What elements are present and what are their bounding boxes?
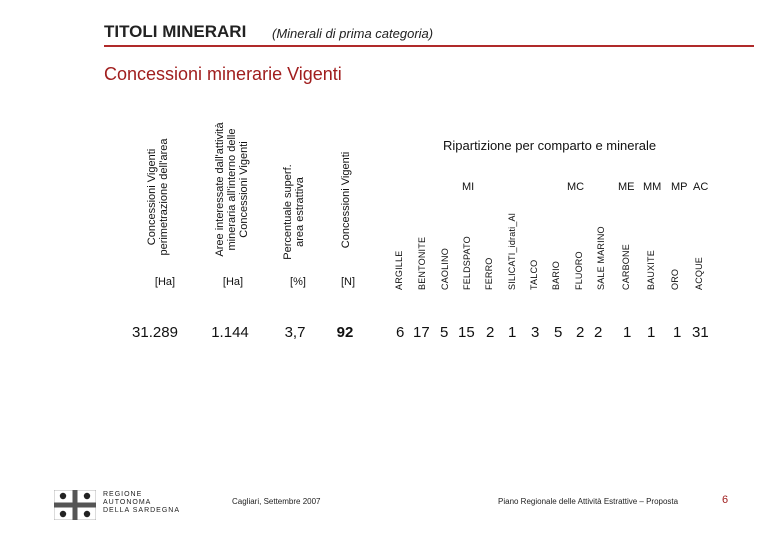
mineral-label: FLUORO — [574, 251, 584, 290]
mineral-count: 2 — [486, 324, 495, 341]
mineral-label: SILICATI_idrati_Al — [507, 213, 517, 290]
column-unit-mining-area: [Ha] — [222, 276, 244, 288]
column-heading-percentage: Percentuale superf. area estrattiva — [282, 164, 306, 260]
mineral-label: BAUXITE — [646, 250, 656, 290]
mineral-label: SALE MARINO — [596, 226, 606, 290]
region-name: REGIONE AUTONOMA DELLA SARDEGNA — [103, 491, 181, 514]
page-title: TITOLI MINERARI — [104, 22, 247, 41]
mineral-count: 1 — [647, 324, 656, 341]
sardinia-flag-icon — [54, 490, 96, 520]
group-label-mc: MC — [567, 181, 585, 193]
value-percentage: 3,7 — [284, 324, 306, 341]
mineral-count: 5 — [554, 324, 563, 341]
mineral-count: 31 — [692, 324, 709, 341]
column-unit-percentage: [%] — [290, 276, 306, 288]
mineral-label: FELDSPATO — [462, 236, 472, 290]
mineral-count: 1 — [673, 324, 682, 341]
value-concession-count: 92 — [336, 324, 354, 341]
breakdown-title: Ripartizione per comparto e minerale — [443, 138, 657, 153]
column-heading-concession-count: Concessioni Vigenti — [340, 151, 352, 249]
mineral-count: 15 — [458, 324, 475, 341]
footer-location-date: Cagliari, Settembre 2007 — [232, 497, 321, 506]
mineral-count: 2 — [576, 324, 585, 341]
column-unit-concession-count: [N] — [340, 276, 356, 288]
mineral-count: 2 — [594, 324, 603, 341]
mineral-label: CAOLINO — [440, 248, 450, 290]
mineral-label: TALCO — [529, 259, 539, 290]
mineral-label: CARBONE — [621, 244, 631, 290]
mineral-label: FERRO — [484, 257, 494, 290]
group-label-ac: AC — [693, 181, 709, 193]
footer-plan-name: Piano Regionale delle Attività Estrattive – Proposta — [498, 497, 679, 506]
mineral-count: 3 — [531, 324, 540, 341]
mineral-count: 1 — [508, 324, 517, 341]
mineral-label: ACQUE — [694, 256, 704, 290]
page-subtitle: (Minerali di prima categoria) — [272, 26, 434, 41]
column-unit-concession-area: [Ha] — [154, 276, 176, 288]
column-heading-mining-area: Aree interessate dall'attività mineraria all'interno delle Concessioni Vigenti — [214, 122, 250, 257]
mineral-count: 6 — [396, 324, 405, 341]
title-divider — [104, 45, 754, 47]
group-label-mm: MM — [643, 181, 662, 193]
group-label-me: ME — [618, 181, 635, 193]
mineral-label: BENTONITE — [417, 236, 427, 290]
mineral-count: 5 — [440, 324, 449, 341]
mineral-count: 17 — [413, 324, 430, 341]
mineral-label: ARGILLE — [394, 250, 404, 290]
mineral-count: 1 — [623, 324, 632, 341]
column-heading-concession-area: Concessioni Vigenti perimetrazione dell'area — [146, 138, 170, 256]
group-label-mi: MI — [462, 181, 475, 193]
mineral-label: BARIO — [551, 260, 561, 290]
page-number: 6 — [722, 494, 729, 506]
value-mining-area: 1.144 — [211, 324, 249, 341]
group-label-mp: MP — [671, 181, 688, 193]
section-title: Concessioni minerarie Vigenti — [104, 64, 342, 84]
value-concession-area: 31.289 — [132, 324, 178, 341]
mineral-label: ORO — [670, 268, 680, 290]
